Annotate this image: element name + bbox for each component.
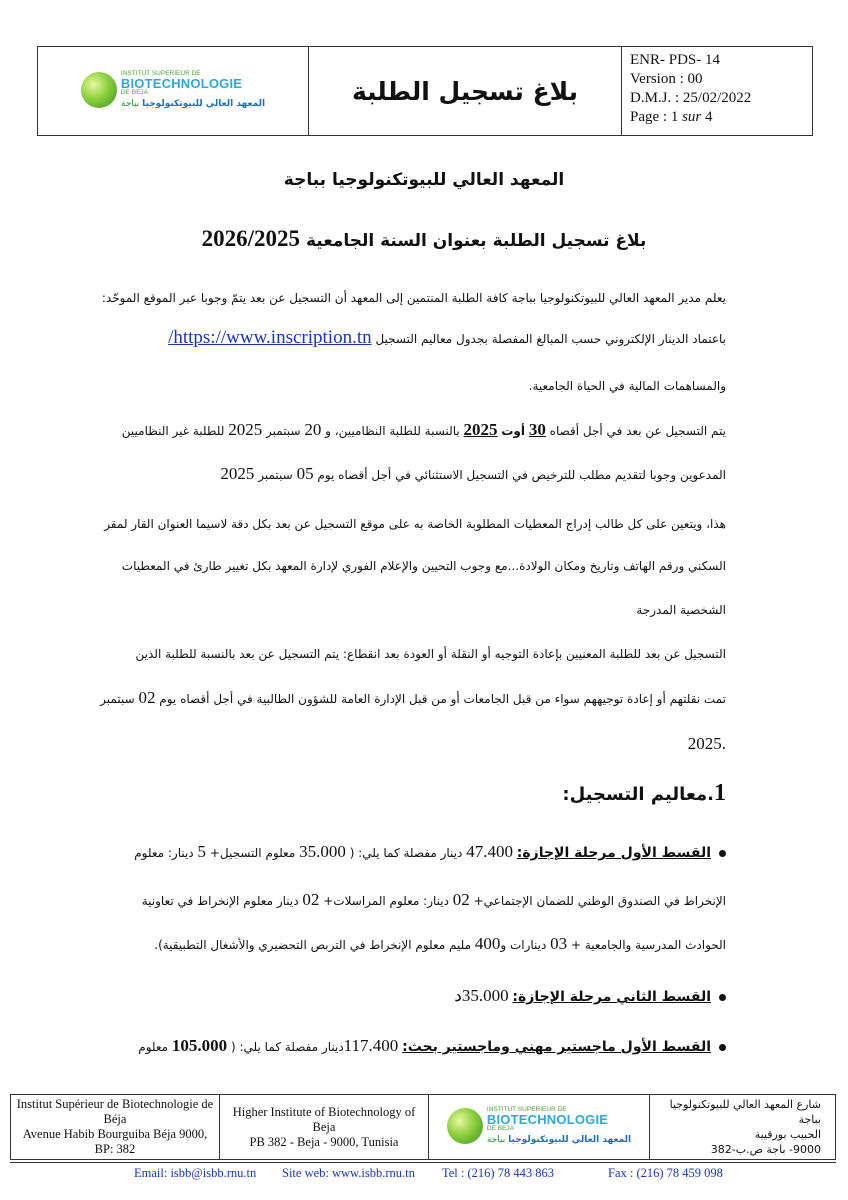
header-logo-cell xyxy=(38,47,309,136)
fee-bullet-2: القسط الثاني مرحلة الإجازة: 35.000د xyxy=(454,986,726,1006)
institution-name: المعهد العالي للبيوتكنولوجيا بباجة xyxy=(283,170,565,190)
document-header xyxy=(37,46,813,136)
paragraph-4-line-2: تمت نقلتهم أو إعادة توجيههم سواء من قبل الجامعات أو من قبل الإدارة العامة للشؤون الطالبية في أجل أقصاه يوم 02 سبتمبر xyxy=(100,688,726,707)
document-date: D.M.J. : 25/02/2022 xyxy=(630,90,752,106)
logo-text-line1: INSTITUT SUPERIEUR DE xyxy=(120,69,201,77)
institute-logo xyxy=(81,71,265,109)
announcement-title: بلاغ تسجيل الطلبة بعنوان السنة الجامعية 2026/2025 xyxy=(201,226,647,251)
inscription-link[interactable]: https://www.inscription.tn/ xyxy=(168,327,372,348)
footer-french-address: Institut Supérieur de Biotechnologie de Béja Avenue Habib Bourguiba Béja 9000, BP: 382 xyxy=(11,1095,220,1160)
footer-website[interactable]: Site web: www.isbb.rnu.tn xyxy=(282,1166,415,1180)
paragraph-4-line-3: .2025 xyxy=(687,734,726,753)
footer-logo-cell xyxy=(429,1095,650,1160)
paragraph-4-line-1: التسجيل عن بعد للطلبة المعنيين بإعادة التوجيه أو النقلة أو العودة بعد انقطاع: يتم التسجيل عن بعد بالنسبة للطلبة الذين xyxy=(135,647,726,661)
page-footer xyxy=(10,1094,836,1160)
footer-logo: INSTITUT SUPERIEUR DE BIOTECHNOLOGIE DE BEJA المعهد العالي للبيوتكنولوجيا بباجة xyxy=(447,1107,631,1145)
paragraph-1-line-2: باعتماد الدينار الإلكتروني حسب المبالغ المفصلة بجدول معاليم التسجيل https://www.inscription.tn/ xyxy=(168,327,726,348)
footer-email[interactable]: Email: isbb@isbb.rnu.tn xyxy=(134,1166,257,1180)
section-1-heading: 1.معاليم التسجيل: xyxy=(562,780,726,806)
document-code: ENR- PDS- 14 xyxy=(630,52,721,68)
logo-globe-icon xyxy=(447,1108,483,1144)
fee-bullet-1-line-2: الإنخراط في الصندوق الوطني للضمان الإجتماعي+ 02 دينار: معلوم المراسلات+ 02 دينار معلوم الإنخراط في تعاونية xyxy=(141,890,726,909)
paragraph-3-line-2: السكني ورقم الهاتف وتاريخ ومكان الولادة...مع وجوب التحيين والإعلام الفوري لإدارة المعهد بكل تغيير طارئ في المعطيات xyxy=(121,559,726,573)
fee-bullet-1-line-3: الحوادث المدرسية والجامعية + 03 دينارات و400 مليم معلوم الإنخراط في التربص التحضيري والأشغال التطبيقية). xyxy=(154,934,726,953)
logo-text-line2: BIOTECHNOLOGIE xyxy=(120,76,243,91)
paragraph-2-line-2: المدعوين وجوبا لتقديم مطلب للترخيص في التسجيل الاستثنائي في أجل أقصاه يوم 05 سبتمبر 2025 xyxy=(220,464,726,483)
logo-arabic-main: المعهد العالي للبيوتكنولوجيا xyxy=(142,98,266,109)
paragraph-3-line-3: الشخصية المدرجة xyxy=(636,603,726,617)
logo-globe-icon xyxy=(81,72,117,108)
paragraph-2-line-1: يتم التسجيل عن بعد في أجل أقصاه 30 أوت 2025 بالنسبة للطلبة النظاميين، و 20 سبتمبر 2025 للطلبة غير النظاميين xyxy=(121,420,726,439)
document-page: Page : 1 sur 4 xyxy=(630,109,713,125)
footer-english-address: Higher Institute of Biotechnology of Beja PB 382 - Beja - 9000, Tunisia xyxy=(220,1095,429,1160)
paragraph-3-line-1: هذا، ويتعين على كل طالب إدراج المعطيات المطلوبة الخاصة به على موقع التسجيل عن بعد بكل دقة لاسيما العنوان القار لمقر xyxy=(104,517,726,531)
footer-fax: Fax : (216) 78 459 098 xyxy=(608,1166,723,1180)
document-info xyxy=(622,47,813,136)
footer-arabic-address: شارع المعهد العالي للبيوتكنولوجيا بباجة الحبيب بورقيبة 9000- باجة ص.ب-382 xyxy=(650,1095,836,1160)
paragraph-1-line-3: والمساهمات المالية في الحياة الجامعية. xyxy=(528,379,726,393)
bullet-dot-icon xyxy=(719,1044,726,1051)
fee-bullet-3: القسط الأول ماجستير مهني وماجستير بحث: 117.400دينار مفصلة كما يلي: ( 105.000 معلوم xyxy=(138,1036,726,1056)
fee-bullet-1: القسط الأول مرحلة الإجازة: 47.400 دينار مفصلة كما يلي: ( 35.000 معلوم التسجيل+ 5 دينار: معلوم xyxy=(134,842,726,862)
bullet-dot-icon xyxy=(719,994,726,1001)
paragraph-1-line-1: يعلم مدير المعهد العالي للبيوتكنولوجيا بباجة كافة الطلبة المنتمين إلى المعهد أن التسجيل عن بعد يتمّ وجوبا عبر الموقع الموحّد: xyxy=(101,291,726,305)
bullet-dot-icon xyxy=(719,850,726,857)
footer-contact-line xyxy=(10,1162,836,1180)
logo-arabic-city: بباجة xyxy=(120,98,140,109)
footer-phone: Tel : (216) 78 443 863 xyxy=(442,1166,554,1180)
logo-text-line3: DE BEJA xyxy=(120,89,148,96)
document-title: بلاغ تسجيل الطلبة xyxy=(309,47,622,136)
document-version: Version : 00 xyxy=(630,71,703,87)
